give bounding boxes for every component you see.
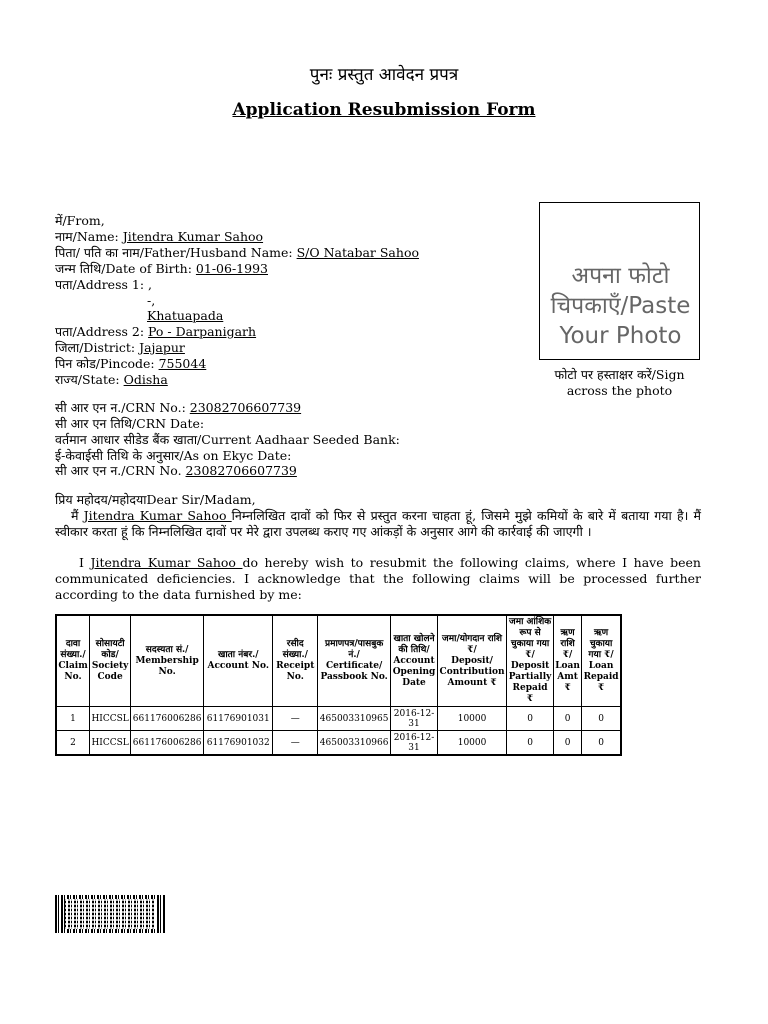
header-society-code: सोसायटी कोड/ Society Code xyxy=(90,615,131,707)
state-value: Odisha xyxy=(123,372,168,387)
header-opening-date: खाता खोलने की तिथि/ Account Opening Date xyxy=(391,615,438,707)
district-value: Jajapur xyxy=(139,340,185,355)
photo-box xyxy=(539,202,700,360)
cell-society-code: HICCSL xyxy=(90,707,131,731)
address2-line xyxy=(55,324,256,340)
pincode-value: 755044 xyxy=(158,356,207,371)
hindi-body-line2: स्वीकार करता हूं कि निम्नलिखित दावों पर मेरे द्वारा उपलब्ध कराए गए आंकड़ों के अनुसार आगे की कार्रवाई की जाएगी । xyxy=(55,524,592,539)
header-certificate-no: प्रमाणपत्र/पासबुक नं./ Certificate/ Passbook No. xyxy=(318,615,391,707)
photo-placeholder-line2: चिपकाएँ/Paste xyxy=(550,293,691,319)
district-label: जिला/District: xyxy=(55,340,140,355)
hindi-body-line1: निम्नलिखित दावों को फिर से प्रस्तुत करना चाहता हूं, जिसमे मुझे कमियों के बारे में बताया गया है। मैं xyxy=(231,508,702,523)
name-line xyxy=(55,229,263,245)
cell-receipt-no: — xyxy=(273,707,318,731)
cell-opening-date: 2016-12-31 xyxy=(391,731,438,756)
from-label: में/From, xyxy=(55,213,105,228)
barcode-image xyxy=(55,895,165,933)
crn-no2-line xyxy=(55,463,297,479)
cell-certificate-no: 465003310965 xyxy=(318,707,391,731)
cell-claim-no: 1 xyxy=(56,707,90,731)
hindi-prefix: मैं xyxy=(71,508,84,523)
photo-caption-line1: फोटो पर हस्ताक्षर करें/Sign xyxy=(554,367,685,382)
table-row xyxy=(56,707,621,731)
father-label: पिता/ पति का नाम/Father/Husband Name: xyxy=(55,245,297,260)
name-label: नाम/Name: xyxy=(55,229,123,244)
crn-no2-label: सी आर एन न./CRN No. xyxy=(55,463,186,478)
crn-no-label: सी आर एन न./CRN No.: xyxy=(55,400,190,415)
cell-receipt-no: — xyxy=(273,731,318,756)
header-loan-repaid: ऋण चुकाया गया ₹/ Loan Repaid ₹ xyxy=(582,615,621,707)
dob-line xyxy=(55,261,268,277)
header-loan-amt: ऋण राशि ₹/ Loan Amt ₹ xyxy=(553,615,581,707)
header-deposit-repaid: जमा आंशिक रूप से चुकाया गया ₹/ Deposit Partially Repaid ₹ xyxy=(507,615,554,707)
cell-membership-no: 661176006286 xyxy=(131,731,204,756)
salutation: प्रिय महोदय/महोदयाDear Sir/Madam, xyxy=(55,492,256,507)
english-body: do hereby wish to resubmit the following claims, where I have been communicated deficiencies. I acknowledge that the following claims will be processed further according to the data furnished by me: xyxy=(55,555,701,602)
english-name: Jitendra Kumar Sahoo xyxy=(90,555,243,570)
cell-society-code: HICCSL xyxy=(90,731,131,756)
photo-placeholder-line1: अपना फोटो xyxy=(571,263,670,289)
cell-claim-no: 2 xyxy=(56,731,90,756)
english-paragraph xyxy=(55,555,701,603)
district-line xyxy=(55,340,185,356)
cell-certificate-no: 465003310966 xyxy=(318,731,391,756)
header-claim-no: दावा संख्या./ Claim No. xyxy=(56,615,90,707)
state-label: राज्य/State: xyxy=(55,372,124,387)
dob-label: जन्म तिथि/Date of Birth: xyxy=(55,261,196,276)
hindi-paragraph xyxy=(55,508,701,540)
crn-date-label: सी आर एन तिथि/CRN Date: xyxy=(55,416,205,431)
english-prefix: I xyxy=(79,555,91,570)
address2-value: Po - Darpanigarh xyxy=(148,324,257,339)
state-line xyxy=(55,372,168,388)
cell-deposit-repaid: 0 xyxy=(507,707,554,731)
table-row xyxy=(56,731,621,756)
cell-deposit-amount: 10000 xyxy=(437,731,506,756)
address2-label: पता/Address 2: xyxy=(55,324,149,339)
barcode-pattern xyxy=(65,899,155,929)
hindi-name: Jitendra Kumar Sahoo xyxy=(83,508,232,523)
address1-label: पता/Address 1: , xyxy=(55,277,152,292)
header-account-no: खाता नंबर./ Account No. xyxy=(204,615,273,707)
header-receipt-no: रसीद संख्या./ Receipt No. xyxy=(273,615,318,707)
hindi-title: पुनः प्रस्तुत आवेदन प्रपत्र xyxy=(309,65,459,85)
page-title: Application Resubmission Form xyxy=(232,100,536,120)
cell-deposit-repaid: 0 xyxy=(507,731,554,756)
cell-loan-amt: 0 xyxy=(553,707,581,731)
photo-placeholder-line3: Your Photo xyxy=(559,323,682,349)
pincode-line xyxy=(55,356,206,372)
address1-line3: Khatuapada xyxy=(147,308,224,323)
address1-line2: -, xyxy=(147,293,156,308)
father-line xyxy=(55,245,419,261)
dob-value: 01-06-1993 xyxy=(195,261,268,276)
header-deposit-amount: जमा/योगदान राशि ₹/ Deposit/ Contribution Amount ₹ xyxy=(437,615,506,707)
header-membership-no: सदस्यता सं./ Membership No. xyxy=(131,615,204,707)
cell-deposit-amount: 10000 xyxy=(437,707,506,731)
pincode-label: पिन कोड/Pincode: xyxy=(55,356,159,371)
crn-no-value: 23082706607739 xyxy=(189,400,302,415)
cell-membership-no: 661176006286 xyxy=(131,707,204,731)
crn-no2-value: 23082706607739 xyxy=(185,463,297,478)
cell-loan-repaid: 0 xyxy=(582,707,621,731)
cell-account-no: 61176901032 xyxy=(204,731,273,756)
photo-caption xyxy=(539,367,700,399)
ekyc-label: ई-केवाईसी तिथि के अनुसार/As on Ekyc Date: xyxy=(55,448,292,463)
table-header-row xyxy=(56,615,621,707)
cell-loan-amt: 0 xyxy=(553,731,581,756)
cell-account-no: 61176901031 xyxy=(204,707,273,731)
photo-placeholder xyxy=(540,261,701,351)
claims-table xyxy=(55,614,622,756)
bank-label: वर्तमान आधार सीडेड बैंक खाता/Current Aadhaar Seeded Bank: xyxy=(55,432,400,447)
cell-loan-repaid: 0 xyxy=(582,731,621,756)
name-value: Jitendra Kumar Sahoo xyxy=(122,229,264,244)
crn-no-line xyxy=(55,400,301,416)
father-value: S/O Natabar Sahoo xyxy=(296,245,419,260)
cell-opening-date: 2016-12-31 xyxy=(391,707,438,731)
photo-caption-line2: across the photo xyxy=(566,383,673,398)
